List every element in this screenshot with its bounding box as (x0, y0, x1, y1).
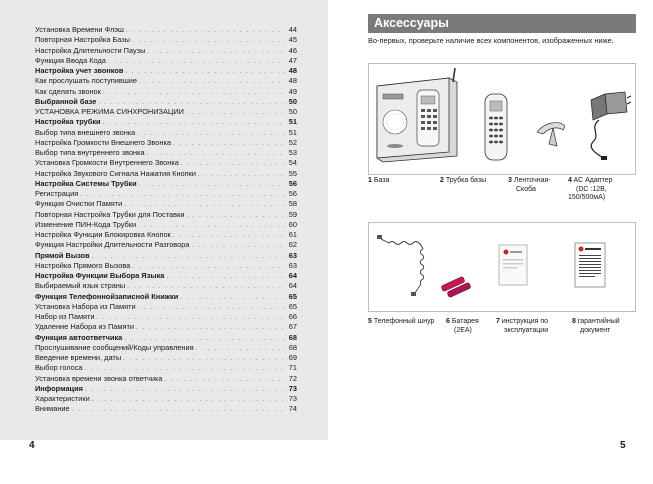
toc-entry-title: Набор из Памяти (35, 312, 95, 321)
toc-entry-page: 60 (288, 219, 297, 229)
toc-entry-title: Установка Времени Флэш (35, 25, 124, 34)
toc-entry-page: 52 (288, 137, 297, 147)
accessory-label: гарантийный (577, 318, 620, 325)
toc-entry-page: 63 (288, 250, 297, 260)
toc-leader-dots (184, 108, 285, 118)
toc-entry (35, 302, 297, 312)
accessory-label: Трубка базы (445, 177, 487, 184)
accessory-number: 4 (568, 177, 572, 184)
toc-leader-dots (194, 344, 285, 354)
accessories-box-bottom (368, 222, 636, 312)
toc-entry-page: 64 (288, 271, 297, 280)
toc-entry-title: Выбранной базе (35, 96, 97, 106)
toc-entry-title: Информация (35, 383, 83, 393)
toc-entry (35, 76, 297, 86)
toc-entry (35, 117, 297, 127)
toc-entry (35, 240, 297, 250)
accessory-label: Батарея (451, 318, 479, 325)
toc-leader-dots (83, 385, 285, 395)
toc-entry (35, 210, 297, 220)
toc-entry (35, 281, 297, 291)
accessory-caption (508, 177, 568, 194)
accessory-caption (368, 318, 444, 327)
accessory-caption (440, 177, 506, 186)
toc-entry-title: Функция Телефоннойзаписной Книжки (35, 291, 179, 301)
toc-entry-title: Настройка Громкости Внешнего Звонка (35, 137, 171, 147)
toc-leader-dots (121, 354, 285, 364)
phone-cord-illustration (377, 235, 424, 296)
toc-entry-title: Выбор типа внешнего звонка (35, 127, 136, 137)
toc-entry-title: Функция Очистки Памяти (35, 199, 123, 209)
toc-leader-dots (70, 405, 285, 415)
accessories-illustrations-bottom (369, 223, 637, 313)
toc-entry-page: 71 (288, 363, 297, 373)
toc-leader-dots (90, 395, 285, 405)
toc-entry (35, 25, 297, 35)
accessory-caption (568, 177, 636, 203)
toc-entry-title: Введение времени, даты (35, 353, 122, 362)
toc-entry-title: Характеристики (35, 394, 90, 403)
toc-entry-page: 54 (288, 158, 297, 168)
accessories-box-top (368, 63, 636, 175)
toc-entry-title: Прослушивание сообщений/Коды управления (35, 342, 194, 352)
toc-entry-page: 68 (288, 342, 297, 352)
toc-entry-page: 61 (288, 230, 297, 239)
toc-entry (35, 189, 297, 199)
toc-entry-page: 47 (288, 55, 297, 65)
toc-entry (35, 394, 297, 404)
toc-entry-page: 68 (288, 332, 297, 342)
accessory-number: 8 (572, 318, 576, 325)
toc-entry (35, 46, 297, 56)
toc-entry-title: Настройка Функции Блокировка Кнопок (35, 230, 171, 239)
accessory-number: 7 (496, 318, 500, 325)
toc-entry (35, 179, 297, 189)
toc-entry (35, 128, 297, 138)
toc-entry (35, 35, 297, 45)
toc-entry-title: Установка Набора из Памяти (35, 301, 136, 311)
battery-illustration (441, 276, 471, 298)
accessory-number: 2 (440, 177, 444, 184)
accessory-number: 1 (368, 177, 372, 184)
toc-entry-page: 51 (288, 127, 297, 137)
accessory-number: 5 (368, 318, 372, 325)
toc-entry-page: 63 (288, 260, 297, 270)
toc-leader-dots (106, 57, 285, 67)
toc-entry-page: 56 (288, 178, 297, 188)
section-title: Аксессуары (368, 14, 636, 33)
toc-entry-page: 66 (288, 312, 297, 321)
toc-entry-page: 59 (288, 209, 297, 219)
accessory-label: База (373, 177, 390, 184)
toc-entry-page: 46 (288, 45, 297, 55)
toc-entry-title: Выбираемый язык страны (35, 281, 126, 291)
toc-panel (0, 0, 328, 440)
toc-leader-dots (134, 323, 285, 333)
toc-entry-title: Настройка Функции Выбора Языка (35, 271, 165, 280)
accessories-illustrations-top (369, 64, 637, 176)
toc-entry (35, 353, 297, 363)
toc-leader-dots (130, 36, 285, 46)
toc-entry (35, 158, 297, 168)
warranty-document-illustration (575, 243, 605, 287)
accessory-label-line2: эксплуатации (504, 326, 549, 334)
belt-clip-illustration (537, 123, 565, 146)
toc-entry-title: Функция автоответчика (35, 332, 123, 342)
toc-entry-title: Установка времени звонка ответчика (35, 373, 163, 383)
toc-entry-page: 50 (288, 107, 297, 116)
toc-entry-title: Как прослушать поступившие (35, 76, 137, 86)
toc-entry-title: Настройка Длительности Паузы (35, 45, 146, 55)
toc-entry (35, 66, 297, 76)
toc-entry-title: Повторная Настройка Базы (35, 35, 130, 45)
toc-leader-dots (137, 77, 285, 87)
toc-entry-page: 74 (288, 404, 297, 414)
toc-entry-page: 45 (288, 35, 297, 45)
toc-entry (35, 148, 297, 158)
toc-entry-title: Установка Громкости Внутреннего Звонка (35, 158, 179, 168)
toc-entry (35, 343, 297, 353)
toc-entry (35, 87, 297, 97)
toc-entry-title: Настройка Системы Трубки (35, 178, 137, 188)
toc-leader-dots (137, 180, 285, 190)
accessory-number: 3 (508, 177, 512, 184)
accessory-label-line2: документ (580, 326, 611, 334)
toc-entry-page: 64 (288, 281, 297, 291)
toc-entry (35, 199, 297, 209)
toc-entry-title: Внимание (35, 404, 70, 414)
toc-leader-dots (164, 272, 285, 282)
toc-leader-dots (123, 67, 285, 77)
toc-entry (35, 107, 297, 117)
page-number-left: 4 (29, 440, 35, 451)
toc-leader-dots (101, 88, 285, 98)
toc-entry (35, 312, 297, 322)
accessory-caption (496, 318, 570, 335)
toc-entry-title: УСТАНОВКА РЕЖИМА СИНХРОНИЗАЦИИ (35, 107, 184, 116)
page-number-right: 5 (620, 440, 626, 451)
toc-entry (35, 230, 297, 240)
toc-entry-page: 50 (288, 96, 297, 106)
base-station-illustration (377, 68, 457, 162)
toc-entry (35, 384, 297, 394)
toc-entry-title: Настройка Звукового Сигнала Нажатия Кнопки (35, 168, 197, 178)
toc-leader-dots (145, 47, 285, 57)
accessory-caption (368, 177, 438, 186)
toc-entry-page: 65 (288, 291, 297, 301)
toc-entry (35, 56, 297, 66)
toc-entry (35, 251, 297, 261)
manual-booklet-illustration (499, 245, 527, 285)
accessory-label-line2: (DC :12В, 150/500мА) (568, 185, 607, 201)
toc-leader-dots (184, 211, 285, 221)
toc-entry-page: 58 (288, 199, 297, 209)
accessory-label: инструкция по (501, 318, 549, 325)
toc-entry (35, 271, 297, 281)
toc-entry-page: 73 (288, 383, 297, 393)
toc-entry (35, 220, 297, 230)
toc-entry-page: 69 (288, 353, 297, 362)
handset-illustration (485, 94, 507, 160)
toc-entry (35, 363, 297, 373)
accessory-label: Телефонный шнур (373, 318, 435, 325)
toc-leader-dots (136, 303, 285, 313)
ac-adapter-illustration (591, 92, 631, 160)
toc-entry-page: 49 (288, 86, 297, 96)
toc-leader-dots (162, 375, 285, 385)
toc-entry (35, 97, 297, 107)
toc-entry (35, 169, 297, 179)
toc-leader-dots (171, 139, 285, 149)
toc-entry-title: Функция Настройки Длительности Разговора (35, 240, 190, 250)
toc-entry-title: Повторная Настройка Трубки для Поставки (35, 209, 185, 219)
accessory-label-line2: Скоба (516, 185, 536, 193)
toc-entry (35, 404, 297, 414)
toc-leader-dots (178, 293, 285, 303)
toc-entry (35, 261, 297, 271)
toc-entry-title: Функция Ввода Кода (35, 55, 106, 65)
toc-entry (35, 333, 297, 343)
accessory-number: 6 (446, 318, 450, 325)
toc-entry-page: 53 (288, 148, 297, 157)
toc-entry-title: Настройка Прямого Вызова (35, 260, 131, 270)
toc-entry-title: Изменение ПИН-Кода Трубки (35, 219, 137, 229)
toc-entry-title: Настройка трубки (35, 117, 101, 127)
right-page (328, 0, 653, 484)
toc-entry (35, 374, 297, 384)
toc-entry-title: Выбор голоса (35, 363, 83, 373)
toc-entry-page: 65 (288, 301, 297, 311)
toc-entry-page: 72 (288, 373, 297, 383)
toc-entry-page: 62 (288, 240, 297, 250)
accessory-label: Ленточная- (513, 177, 551, 184)
intro-text: Во-первых, проверьте наличие всех компонентов, изображенных ниже. (368, 36, 614, 45)
toc-entry-page: 56 (288, 189, 297, 198)
toc-entry (35, 322, 297, 332)
toc-entry-page: 48 (288, 66, 297, 75)
toc-entry-title: Прямой Вызов (35, 250, 90, 260)
accessory-label-line2: (2EA) (454, 326, 472, 334)
toc-entry-page: 73 (288, 394, 297, 403)
toc-entry-title: Удаление Набора из Памяти (35, 322, 134, 332)
toc-entry (35, 292, 297, 302)
toc-entry-title: Выбор типа внутреннего звонка (35, 148, 145, 157)
toc-entry-page: 44 (288, 25, 297, 34)
accessory-caption (572, 318, 634, 335)
accessory-label: AC Адаптер (573, 177, 613, 184)
toc-entry-title: Настройка учет звонков (35, 66, 124, 75)
accessory-caption (446, 318, 494, 335)
toc-entry-title: Регистрация (35, 189, 79, 198)
toc-leader-dots (124, 26, 285, 36)
toc-entry-page: 55 (288, 168, 297, 178)
toc-leader-dots (196, 170, 285, 180)
toc-entry-page: 51 (288, 117, 297, 127)
toc-leader-dots (189, 241, 285, 251)
table-of-contents (35, 25, 297, 415)
toc-entry (35, 138, 297, 148)
toc-entry-title: Как сделать звонок (35, 86, 101, 96)
toc-entry-page: 48 (288, 76, 297, 86)
toc-entry-page: 67 (288, 322, 297, 332)
